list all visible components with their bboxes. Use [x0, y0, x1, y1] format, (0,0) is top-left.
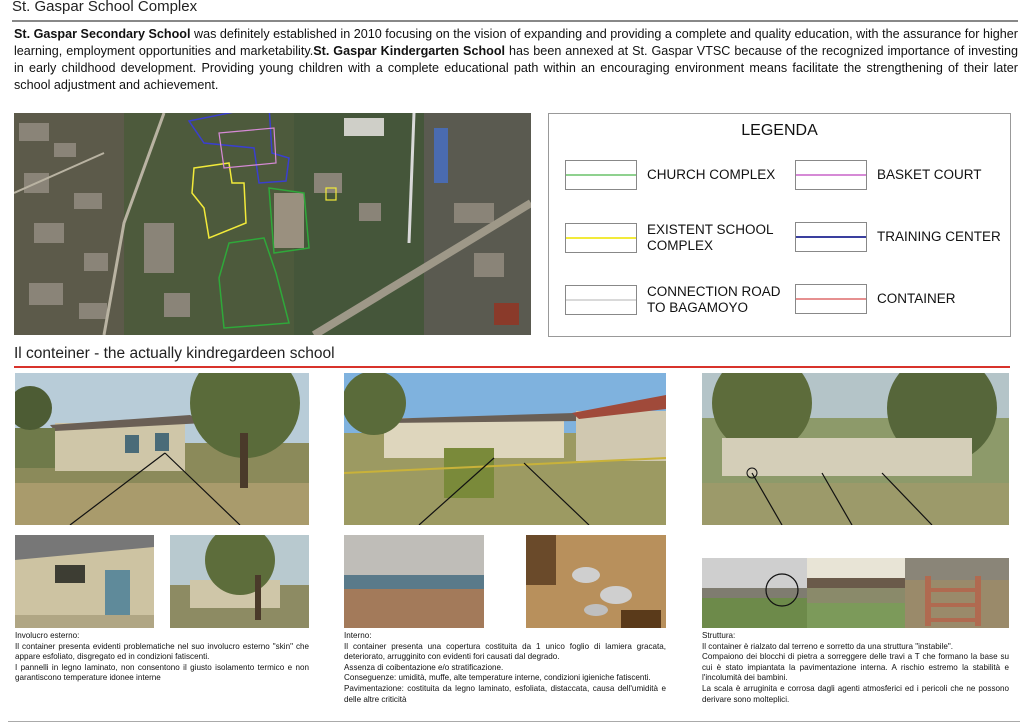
structure-line: Compaiono dei blocchi di pietra a sorreggere delle travi a T che formano la base su cui è stato impiantata la pavimentazione interna. A rischio estremo la stabilità e l'incolumità dei bambini.	[702, 652, 1009, 683]
photo-interior-floor	[526, 535, 666, 628]
photo-exterior-tree	[170, 535, 309, 628]
legend-swatch	[795, 284, 867, 314]
legend-swatch	[565, 223, 637, 253]
photo-container-structure-main	[702, 373, 1009, 525]
photo-structure-blocks	[702, 558, 807, 628]
legend-label: EXISTENT SCHOOL COMPLEX	[647, 222, 774, 253]
legend-title: LEGENDA	[741, 122, 818, 139]
intro-bold-kindergarten: St. Gaspar Kindergarten School	[313, 44, 506, 58]
exterior-line: Il container presenta evidenti problematiche nel suo involucro esterno "skin" che appare esfoliato, disgregato ed in condizioni fatiscenti.	[15, 641, 309, 662]
legend-label: TRAINING CENTER	[877, 229, 1001, 244]
photo-interior-roof	[344, 535, 484, 628]
legend-swatch	[795, 222, 867, 252]
photo-container-interior-main	[344, 373, 666, 525]
legend-item-training-center	[795, 222, 1001, 252]
interior-line: Assenza di coibentazione e/o stratificazione.	[344, 662, 504, 672]
structure-line: Il container è rialzato dal terreno e sorretto da una struttura "instabile".	[702, 641, 953, 651]
photo-container-exterior-main	[15, 373, 309, 525]
legend-item-existent-school	[565, 222, 787, 254]
photo-structure-beams	[807, 558, 905, 628]
intro-bold-secondary: St. Gaspar Secondary School	[14, 27, 191, 41]
legend-label: CHURCH COMPLEX	[647, 167, 776, 182]
exterior-line: I pannelli in legno laminato, non consentono il giusto isolamento termico e non garantiscono temperature idonee interne	[15, 662, 309, 683]
legend-item-container	[795, 284, 956, 314]
aerial-map-graphic	[14, 113, 531, 335]
structure-heading: Struttura:	[702, 631, 736, 640]
intro-text-2: has been annexed at St. Gaspar VTSC because of the recognized importance of investing in early childhood development. Providing young children with a complete educational path within an encouraging environment means facilitate the strengthening of their later school adjustment and achievement.	[14, 44, 1018, 92]
legend-label: CONTAINER	[877, 291, 956, 306]
intro-text-1: was definitely established in 2010 focusing on the vision of expanding and providing a complete and quality education, with the assurance for higher learning, employment opportunities and marketability.	[14, 27, 1018, 58]
legend-label: BASKET COURT	[877, 167, 982, 182]
legend-swatch	[795, 160, 867, 190]
description-exterior	[15, 631, 309, 684]
legend-item-church-complex	[565, 160, 775, 190]
interior-line: Il container presenta una copertura costituita da 1 unico foglio di lamiera gracata, deteriorato, arrugginito con evidenti fori causati dal degrado.	[344, 641, 666, 662]
structure-line: La scala è arruginita e corrosa dagli agenti atmosferici ed i pericoli che ne possono derivare sono molteplici.	[702, 683, 1009, 704]
interior-line: Conseguenze: umidità, muffe, alte temperature interne, condizioni igieniche fatiscenti.	[344, 673, 651, 683]
title-divider	[12, 20, 1018, 22]
interior-line: Pavimentazione: costituita da legno laminato, esfoliata, distaccata, causa dell'umidità e delle altre criticità	[344, 683, 666, 704]
intro-paragraph	[14, 26, 1018, 94]
section-divider	[14, 366, 1010, 368]
description-interior	[344, 631, 666, 705]
map-legend	[548, 113, 1011, 337]
description-structure	[702, 631, 1009, 705]
legend-label: CONNECTION ROAD TO BAGAMOYO	[647, 284, 781, 315]
legend-item-connection-road	[565, 284, 797, 316]
aerial-site-map	[14, 113, 531, 335]
photo-structure-stairs	[905, 558, 1009, 628]
exterior-heading: Involucro esterno:	[15, 631, 80, 640]
bottom-divider	[8, 721, 1020, 722]
interior-heading: Interno:	[344, 631, 372, 640]
section-title: Il conteiner - the actually kindregardeen school	[14, 345, 335, 362]
legend-swatch	[565, 285, 637, 315]
page-title: St. Gaspar School Complex	[12, 0, 198, 15]
photo-exterior-wall	[15, 535, 154, 628]
legend-item-basket-court	[795, 160, 982, 190]
legend-swatch	[565, 160, 637, 190]
